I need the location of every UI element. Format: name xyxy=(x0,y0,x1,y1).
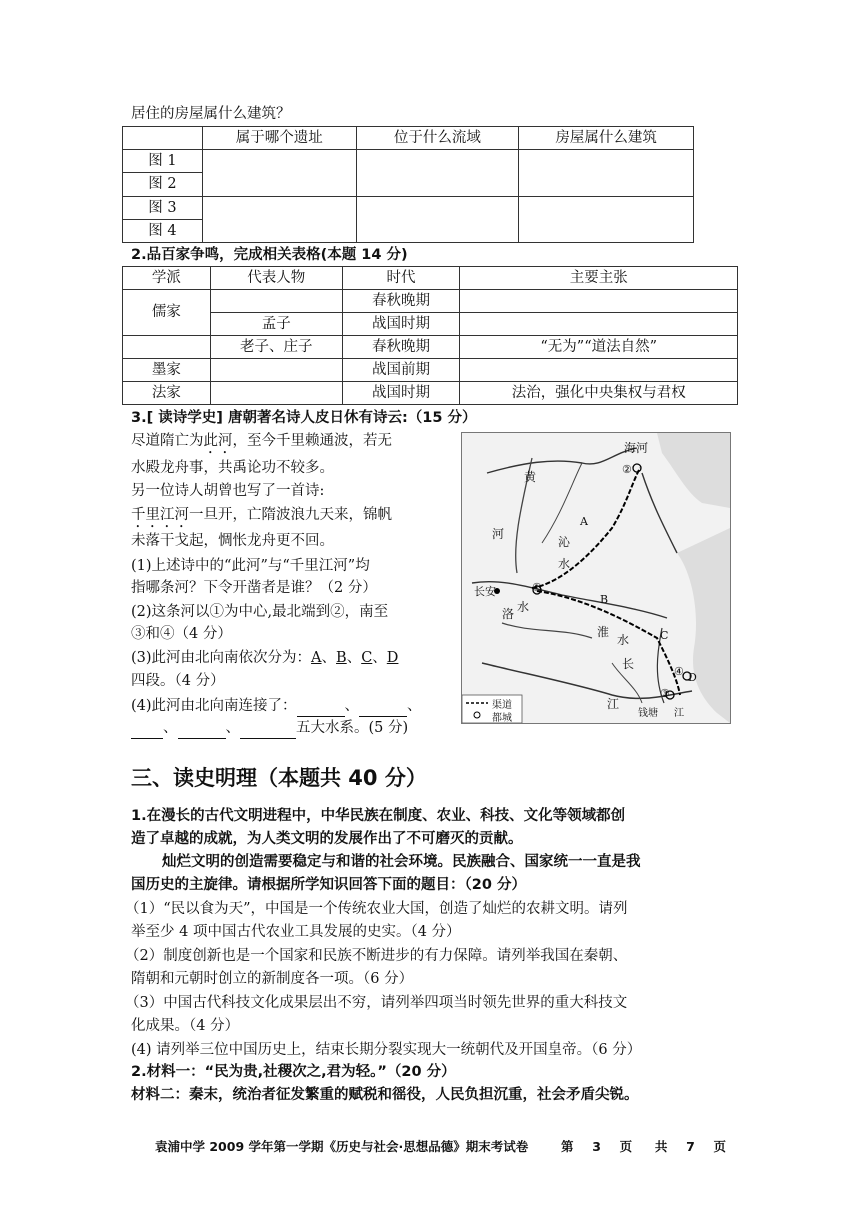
answer-cell[interactable] xyxy=(123,336,211,359)
map-number: ② xyxy=(622,463,632,476)
section-title: 三、读史明理（本题共 40 分） xyxy=(131,766,427,790)
map-label: 河 xyxy=(492,527,505,541)
answer-cell[interactable] xyxy=(356,197,519,243)
view-cell: “无为”“道法自然” xyxy=(460,336,738,359)
answer-cell[interactable] xyxy=(356,150,519,197)
answer-cell[interactable] xyxy=(460,290,738,313)
row-label: 图 4 xyxy=(123,220,203,243)
segment-letter: C xyxy=(660,629,669,642)
table-header-row xyxy=(123,127,694,150)
table-header-cell: 属于哪个遗址 xyxy=(202,127,356,150)
footer-page-label: 第 xyxy=(560,1139,574,1154)
segment-letter: D xyxy=(688,671,697,684)
answer-cell[interactable] xyxy=(210,359,342,382)
legend-label: 都城 xyxy=(492,713,512,724)
map-label: 水 xyxy=(517,600,530,614)
answer-blank[interactable] xyxy=(297,700,345,717)
school-cell: 墨家 xyxy=(123,359,211,382)
segment-letter: D xyxy=(386,650,399,666)
table-header-cell: 房屋属什么建筑 xyxy=(519,127,694,150)
poem-text: ，至今千里赖通波，若无 xyxy=(232,433,392,449)
poem-text: 一旦开，亡隋波浪九天来，锦帆 xyxy=(189,507,392,523)
s3-q2a: （2）制度创新也是一个国家和民族不断进步的有力保障。请列举我国在秦朝、 xyxy=(125,948,628,964)
s3-q3a: （3）中国古代科技文化成果层出不穷，请列举四项当时领先世界的重大科技文 xyxy=(125,995,628,1011)
s3-p1a: 1.在漫长的古代文明进程中，中华民族在制度、农业、科技、文化等领域都创 xyxy=(131,808,626,824)
poem-emphasis: 千里江河 xyxy=(131,507,189,523)
s3-q4: (4) 请列举三位中国历史上，结束长期分裂实现大一统朝代及开国皇帝。（6 分） xyxy=(131,1042,642,1058)
poem-emphasis: 此河 xyxy=(203,433,233,449)
table-header-cell: 主要主张 xyxy=(460,267,738,290)
answer-blank[interactable] xyxy=(359,700,407,717)
map-label: 长 xyxy=(622,657,635,671)
map-label: 海河 xyxy=(624,441,649,455)
segment-letter: B xyxy=(336,650,347,666)
answer-cell[interactable] xyxy=(202,150,356,197)
table-schools xyxy=(122,266,738,405)
grand-canal-map xyxy=(461,432,731,724)
s3-material1: 2.材料一：“民为贵,社稷次之,君为轻。”（20 分） xyxy=(131,1064,456,1080)
table-row xyxy=(123,290,738,313)
map-label: 黄 xyxy=(524,470,537,484)
segment-letter: A xyxy=(311,650,322,666)
s3-p2a: 灿烂文明的创造需要稳定与和谐的社会环境。民族融合、国家统一一直是我 xyxy=(162,854,641,870)
answer-cell[interactable] xyxy=(210,382,342,405)
school-cell: 法家 xyxy=(123,382,211,405)
table-row xyxy=(123,150,694,173)
row-label: 图 2 xyxy=(123,173,203,197)
map-label: 沁 xyxy=(558,535,571,549)
s3-p1b: 造了卓越的成就，为人类文明的发展作出了不可磨灭的贡献。 xyxy=(131,831,523,847)
map-label: 江 xyxy=(674,708,684,719)
q3-title: 3.[ 读诗学史] 唐朝著名诗人皮日休有诗云:（15 分） xyxy=(131,410,477,426)
map-number: ① xyxy=(532,581,542,594)
q3-sub3-a: (3)此河由北向南依次分为：A、B、C、D xyxy=(131,650,399,666)
s3-p2b: 国历史的主旋律。请根据所学知识回答下面的题目：（20 分） xyxy=(131,877,526,893)
q3-sub4-tail: 五大水系。(5 分) xyxy=(296,720,409,736)
q1-tail-text: 居住的房屋属什么建筑？ xyxy=(131,106,291,122)
table-sites xyxy=(122,126,694,243)
segment-letter: B xyxy=(600,593,609,606)
table-header-cell xyxy=(123,127,203,150)
footer-page-number: 3 xyxy=(592,1139,601,1154)
row-label: 图 1 xyxy=(123,150,203,173)
q3-sub1-b: 指哪条河？下令开凿者是谁？（2 分） xyxy=(131,580,377,596)
era-cell: 战国时期 xyxy=(342,313,460,336)
poem1-line1 xyxy=(131,430,392,457)
map-label: 长安 xyxy=(474,585,496,598)
segment-letter: A xyxy=(580,515,588,528)
era-cell: 春秋晚期 xyxy=(342,336,460,359)
s3-q2b: 隋朝和元朝时创立的新制度各一项。（6 分） xyxy=(131,971,414,987)
era-cell: 春秋晚期 xyxy=(342,290,460,313)
s3-q1b: 举至少 4 项中国古代农业工具发展的史实。（4 分） xyxy=(131,924,461,940)
table-row xyxy=(123,313,738,336)
poem2-intro: 另一位诗人胡曾也写了一首诗: xyxy=(131,483,325,499)
poem2-line2: 未落干戈起，惆怅龙舟更不回。 xyxy=(131,533,334,549)
view-cell: 法治，强化中央集权与君权 xyxy=(460,382,738,405)
school-cell: 儒家 xyxy=(123,290,211,336)
answer-blank[interactable] xyxy=(131,722,163,739)
segment-letter: C xyxy=(361,650,373,666)
q3-sub4-a: (4)此河由北向南连接了： 、 、 xyxy=(131,695,422,717)
answer-cell[interactable] xyxy=(519,150,694,197)
poem2-line1 xyxy=(131,504,392,531)
table-header-row xyxy=(123,267,738,290)
s3-material2: 材料二：秦末，统治者征发繁重的赋税和徭役，人民负担沉重，社会矛盾尖锐。 xyxy=(131,1087,639,1103)
q3-sub3-b: 四段。（4 分） xyxy=(131,673,225,689)
poem1-line2: 水殿龙舟事，共禹论功不较多。 xyxy=(131,460,334,476)
table-header-cell: 学派 xyxy=(123,267,211,290)
legend-label: 渠道 xyxy=(492,700,512,711)
answer-cell[interactable] xyxy=(210,290,342,313)
q3-sub1-a: (1)上述诗中的“此河”与“千里江河”均 xyxy=(131,558,370,574)
poem-text: 尽道隋亡为 xyxy=(131,433,204,449)
row-label: 图 3 xyxy=(123,197,203,220)
map-label: 水 xyxy=(558,557,571,571)
q3-sub2-a: (2)这条河以①为中心,最北端到②，南至 xyxy=(131,604,389,620)
s3-q3b: 化成果。（4 分） xyxy=(131,1018,240,1034)
q3-sub3-text: (3)此河由北向南依次分为： xyxy=(131,650,312,666)
map-label: 淮 xyxy=(597,625,610,639)
footer-title: 袁浦中学 2009 学年第一学期《历史与社会·思想品德》期末考试卷 xyxy=(155,1139,529,1154)
table-header-cell: 代表人物 xyxy=(210,267,342,290)
map-label: 水 xyxy=(617,633,630,647)
footer-page-unit: 页 xyxy=(619,1139,633,1154)
table-header-cell: 位于什么流域 xyxy=(356,127,519,150)
era-cell: 战国时期 xyxy=(342,382,460,405)
answer-blank[interactable] xyxy=(240,722,296,739)
answer-cell[interactable] xyxy=(519,197,694,243)
table-header-cell: 时代 xyxy=(342,267,460,290)
table-row xyxy=(123,336,738,359)
map-number: ④ xyxy=(674,665,684,678)
q3-sub2-b: ③和④（4 分） xyxy=(131,626,232,642)
q2-title: 2.品百家争鸣，完成相关表格(本题 14 分) xyxy=(131,247,408,263)
answer-cell[interactable] xyxy=(460,313,738,336)
answer-cell[interactable] xyxy=(202,197,356,243)
era-cell: 战国前期 xyxy=(342,359,460,382)
footer-total-unit: 页 xyxy=(713,1139,727,1154)
footer-total-number: 7 xyxy=(686,1139,695,1154)
s3-q1a: （1）“民以食为天”，中国是一个传统农业大国，创造了灿烂的农耕文明。请列 xyxy=(125,901,628,917)
map-label: 洛 xyxy=(502,607,515,621)
person-cell: 孟子 xyxy=(210,313,342,336)
map-label: 江 xyxy=(607,697,620,711)
answer-blank[interactable] xyxy=(178,722,226,739)
q3-sub4-b: 、 、 五大水系。(5 分) xyxy=(131,717,408,739)
table-row xyxy=(123,197,694,220)
map-label: 钱塘 xyxy=(638,708,658,719)
table-row xyxy=(123,382,738,405)
person-cell: 老子、庄子 xyxy=(210,336,342,359)
q3-sub4-text: (4)此河由北向南连接了： xyxy=(131,698,297,714)
page-footer xyxy=(155,1137,726,1155)
footer-total-label: 共 xyxy=(654,1139,668,1154)
answer-cell[interactable] xyxy=(460,359,738,382)
map-number: ③ xyxy=(660,687,670,700)
table-row xyxy=(123,359,738,382)
